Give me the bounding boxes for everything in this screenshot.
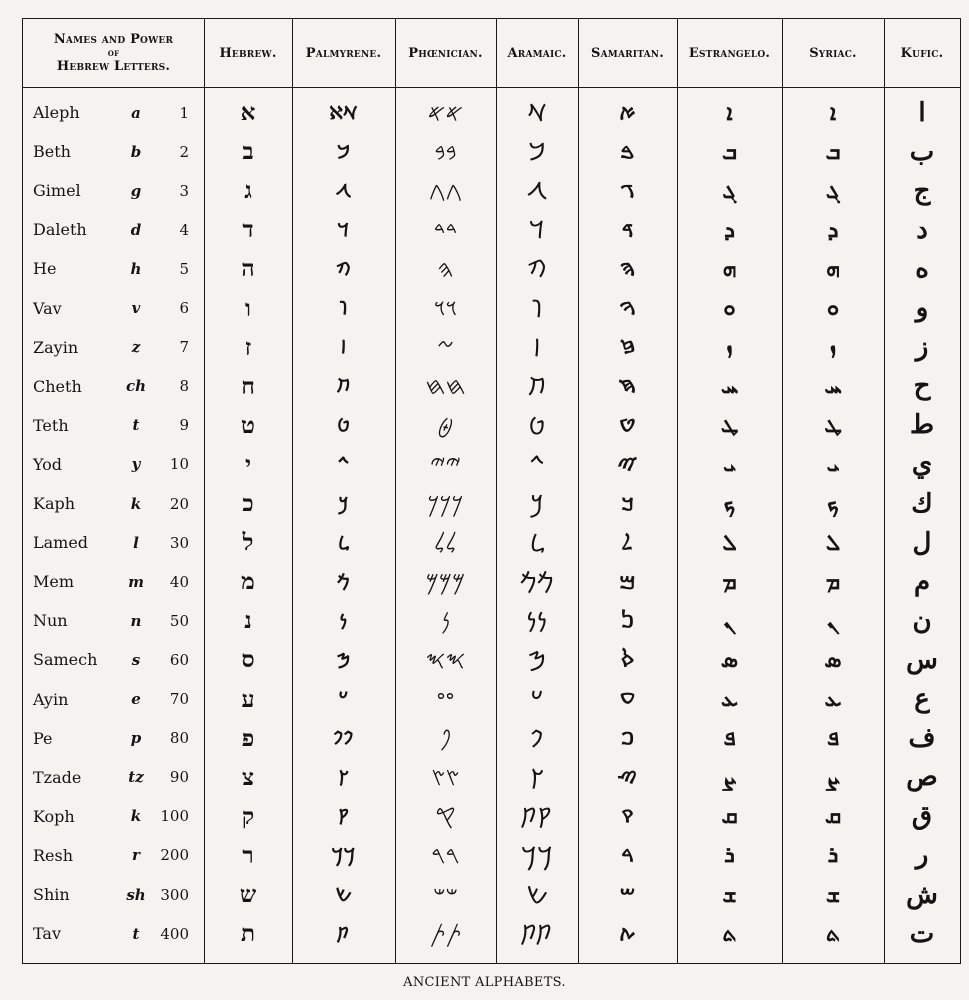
- header-aramaic: Aramaic.: [507, 45, 567, 61]
- cell-power: g: [130, 181, 142, 200]
- cell-value: 10: [169, 455, 189, 474]
- cell-hebrew: ש: [239, 881, 257, 908]
- cell-hebrew: צ: [241, 763, 255, 791]
- cell-value: 2: [179, 142, 189, 161]
- table-row: [23, 289, 960, 328]
- cell-power: p: [130, 729, 142, 748]
- cell-palmyrene: 𐡅: [339, 298, 348, 319]
- cell-samaritan: ࠋ: [622, 532, 633, 554]
- cell-name: Aleph: [33, 103, 80, 122]
- cell-aramaic: 𐡏: [530, 685, 544, 714]
- table-row: [23, 249, 960, 288]
- cell-estrangelo: ܨ: [722, 764, 737, 791]
- cell-name: Pe: [33, 728, 53, 748]
- cell-name: Resh: [33, 845, 74, 865]
- cell-estrangelo: ܟ: [723, 490, 736, 517]
- cell-name: Lamed: [33, 533, 89, 553]
- cell-hebrew: ת: [240, 920, 256, 948]
- cell-power: a: [131, 103, 141, 122]
- table-row: [23, 914, 960, 953]
- cell-phoenician: 𐤇𐤇: [425, 372, 466, 401]
- cell-power: n: [130, 611, 142, 630]
- cell-hebrew: ל: [242, 529, 254, 557]
- cell-aramaic: 𐡄: [527, 255, 547, 284]
- cell-aramaic: 𐡎: [528, 646, 546, 675]
- cell-aramaic: 𐡑: [529, 763, 545, 792]
- cell-name: Daleth: [33, 220, 87, 240]
- cell-syriac: ܫ: [825, 881, 841, 908]
- cell-samaritan: ࠑ: [617, 767, 638, 789]
- header-names-line1: Names and Power: [53, 31, 174, 47]
- cell-estrangelo: ܠ: [722, 529, 737, 556]
- cell-palmyrene: 𐡑: [338, 767, 349, 789]
- cell-syriac: ܙ: [829, 334, 837, 361]
- cell-value: 50: [169, 611, 189, 630]
- cell-kufic: ز: [915, 332, 929, 363]
- cell-value: 7: [179, 338, 189, 357]
- cell-samaritan: ࠎ: [620, 649, 635, 671]
- header-names-line3: Hebrew Letters.: [56, 58, 171, 74]
- cell-samaritan: ࠔ: [619, 884, 636, 906]
- cell-samaritan: ࠇ: [618, 376, 636, 398]
- cell-value: 4: [179, 220, 189, 239]
- cell-palmyrene: 𐡒: [337, 806, 350, 828]
- cell-estrangelo: ܡ: [722, 568, 737, 595]
- cell-name: Cheth: [33, 376, 82, 396]
- cell-palmyrene: 𐡇: [336, 376, 351, 398]
- cell-aramaic: 𐡓𐡓: [520, 841, 554, 870]
- cell-samaritan: ࠒ: [620, 806, 635, 828]
- cell-name: Shin: [33, 885, 70, 904]
- cell-kufic: ه: [915, 253, 929, 284]
- cell-phoenician: 𐤊𐤊𐤊: [427, 489, 464, 518]
- cell-estrangelo: ܗ: [722, 255, 737, 282]
- cell-hebrew: ד: [242, 216, 254, 244]
- figure-caption: ANCIENT ALPHABETS.: [403, 975, 566, 990]
- table-row: [23, 484, 960, 523]
- cell-syriac: ܕ: [827, 216, 839, 243]
- cell-value: 20: [169, 494, 189, 513]
- table-row: [23, 836, 960, 875]
- cell-phoenician: 𐤌𐤌𐤌: [425, 567, 466, 596]
- header-samaritan: Samaritan.: [591, 45, 664, 61]
- cell-samaritan: ࠆ: [619, 337, 636, 359]
- cell-power: t: [132, 924, 140, 943]
- cell-power: t: [132, 416, 140, 435]
- cell-phoenician: 𐤆: [436, 333, 455, 362]
- cell-value: 8: [179, 377, 189, 396]
- cell-palmyrene: 𐡌: [337, 571, 350, 593]
- cell-estrangelo: ܛ: [720, 412, 739, 439]
- table-row: [23, 132, 960, 171]
- cell-phoenician: 𐤑𐤑: [431, 763, 460, 792]
- cell-samaritan: ࠌ: [619, 571, 636, 593]
- cell-aramaic: 𐡁: [528, 138, 546, 167]
- cell-kufic: ل: [912, 527, 932, 558]
- cell-samaritan: ࠀ: [619, 102, 636, 124]
- cell-hebrew: ב: [242, 138, 254, 166]
- header-hebrew: Hebrew.: [219, 45, 277, 61]
- cell-hebrew: א: [240, 99, 256, 126]
- cell-value: 9: [179, 416, 189, 435]
- cell-power: tz: [128, 768, 144, 787]
- cell-value: 90: [169, 768, 189, 787]
- cell-kufic: ب: [909, 136, 935, 167]
- table-row: [23, 640, 960, 679]
- cell-aramaic: 𐡊: [530, 490, 544, 518]
- cell-phoenician: 𐤄: [437, 254, 454, 283]
- table-row: [23, 719, 960, 758]
- cell-phoenician: 𐤏𐤏: [436, 685, 455, 713]
- table-row: [23, 875, 960, 914]
- cell-palmyrene: 𐡆: [340, 337, 347, 359]
- table-row: [23, 328, 960, 367]
- cell-power: k: [130, 494, 142, 513]
- cell-value: 30: [169, 533, 189, 552]
- table-row: [23, 171, 960, 210]
- cell-value: 60: [169, 650, 189, 669]
- cell-hebrew: ו: [245, 294, 251, 322]
- header-names-and-power: [23, 19, 204, 87]
- header-syriac: Syriac.: [809, 45, 857, 61]
- cell-phoenician: 𐤒: [435, 802, 456, 831]
- cell-estrangelo: ܢ: [723, 607, 736, 634]
- cell-power: l: [133, 533, 139, 552]
- cell-phoenician: 𐤁𐤁: [434, 137, 457, 166]
- cell-power: ch: [125, 377, 147, 396]
- cell-palmyrene: 𐡐𐡐: [333, 728, 354, 750]
- cell-syriac: ܡ: [825, 568, 841, 595]
- cell-estrangelo: ܫ: [722, 881, 737, 908]
- cell-aramaic: 𐡆: [532, 333, 542, 362]
- cell-kufic: د: [916, 214, 928, 245]
- cell-samaritan: ࠍ: [620, 610, 635, 632]
- cell-name: Beth: [33, 142, 71, 162]
- cell-aramaic: 𐡉: [529, 450, 545, 479]
- cell-kufic: ق: [911, 801, 933, 832]
- cell-aramaic: 𐡒𐡕: [521, 802, 553, 831]
- cell-name: Mem: [33, 572, 75, 592]
- table-row: [23, 523, 960, 562]
- cell-power: r: [132, 846, 140, 865]
- table-row: [23, 601, 960, 640]
- cell-kufic: ك: [911, 488, 933, 519]
- cell-value: 70: [169, 690, 189, 708]
- cell-phoenician: 𐤉𐤉: [430, 450, 461, 479]
- cell-phoenician: 𐤕𐤕: [429, 919, 462, 948]
- cell-estrangelo: ܪ: [724, 842, 735, 869]
- cell-hebrew: ח: [241, 372, 255, 400]
- cell-kufic: ا: [918, 97, 926, 128]
- cell-hebrew: ט: [241, 411, 255, 439]
- header-names-line2: of: [107, 47, 120, 59]
- cell-palmyrene: 𐡈: [337, 415, 350, 437]
- cell-hebrew: ז: [244, 333, 252, 361]
- cell-estrangelo: ܬ: [722, 920, 737, 947]
- cell-estrangelo: ܚ: [720, 373, 739, 400]
- cell-syriac: ܠ: [825, 529, 841, 556]
- cell-value: 100: [160, 807, 189, 826]
- cell-aramaic: 𐡃: [529, 216, 545, 245]
- cell-power: s: [131, 650, 141, 669]
- cell-value: 1: [179, 103, 189, 122]
- cell-name: Ayin: [33, 689, 69, 709]
- cell-name: He: [33, 259, 57, 279]
- cell-aramaic: 𐡀: [527, 99, 547, 127]
- cell-hebrew: נ: [244, 607, 252, 635]
- cell-phoenician: 𐤀𐤀: [427, 98, 464, 127]
- cell-power: h: [130, 259, 142, 278]
- cell-kufic: ش: [906, 879, 938, 910]
- cell-syriac: ܒ: [825, 138, 841, 165]
- cell-estrangelo: ܒ: [721, 138, 737, 165]
- cell-syriac: ܗ: [826, 255, 840, 282]
- cell-palmyrene: 𐡎: [336, 649, 351, 671]
- cell-kufic: ح: [913, 371, 931, 402]
- cell-samaritan: ࠃ: [621, 219, 634, 241]
- cell-kufic: ر: [915, 840, 929, 871]
- cell-kufic: ج: [913, 175, 931, 206]
- cell-power: sh: [126, 885, 146, 904]
- cell-estrangelo: ܩ: [721, 803, 738, 830]
- table-row: [23, 562, 960, 601]
- header-palmyrene: Palmyrene.: [305, 45, 382, 61]
- cell-samaritan: ࠓ: [621, 845, 634, 867]
- cell-name: Gimel: [33, 181, 81, 201]
- cell-phoenician: 𐤓𐤓: [431, 841, 460, 870]
- cell-aramaic: 𐡍𐡍: [526, 607, 548, 636]
- cell-kufic: ف: [908, 723, 936, 754]
- cell-aramaic: 𐡕𐡕: [521, 920, 553, 949]
- cell-samaritan: ࠈ: [618, 415, 637, 437]
- cell-samaritan: ࠊ: [620, 493, 635, 515]
- cell-palmyrene: 𐡏: [338, 689, 349, 710]
- cell-phoenician: 𐤂𐤂: [428, 176, 463, 205]
- cell-palmyrene: 𐡃: [337, 219, 350, 241]
- cell-samaritan: ࠕ: [619, 923, 636, 945]
- cell-power: v: [131, 299, 141, 317]
- cell-aramaic: 𐡇: [528, 372, 546, 401]
- cell-estrangelo: ܣ: [720, 646, 739, 673]
- table-row: [23, 680, 960, 719]
- cell-kufic: ص: [906, 762, 938, 793]
- cell-samaritan: ࠅ: [619, 298, 636, 319]
- table-row: [23, 445, 960, 484]
- cell-power: d: [130, 220, 142, 239]
- cell-hebrew: ג: [244, 177, 252, 205]
- cell-phoenician: 𐤔𐤔: [433, 880, 458, 909]
- table-row: [23, 797, 960, 836]
- cell-syriac: ܣ: [824, 646, 842, 673]
- cell-hebrew: ע: [241, 685, 255, 713]
- cell-kufic: ت: [909, 918, 935, 949]
- table-row: [23, 210, 960, 249]
- cell-name: Kaph: [33, 494, 76, 513]
- cell-kufic: ع: [914, 684, 930, 714]
- cell-aramaic: 𐡂: [527, 177, 547, 206]
- cell-palmyrene: 𐡍: [339, 610, 348, 632]
- cell-hebrew: ר: [242, 841, 254, 869]
- cell-syriac: ܪ: [827, 842, 839, 869]
- cell-name: Vav: [33, 298, 62, 318]
- cell-syriac: ܛ: [824, 412, 842, 439]
- table-row: [23, 93, 960, 132]
- cell-estrangelo: ܥ: [721, 686, 738, 712]
- cell-syriac: ܘ: [826, 295, 840, 321]
- cell-syriac: ܓ: [825, 177, 841, 204]
- cell-name: Samech: [33, 650, 98, 670]
- cell-estrangelo: ܓ: [722, 177, 737, 204]
- cell-value: 6: [179, 299, 189, 317]
- table-row: [23, 406, 960, 445]
- cell-phoenician: 𐤅𐤅: [433, 294, 458, 322]
- header-estrangelo: Estrangelo.: [688, 45, 771, 61]
- cell-estrangelo: ܦ: [723, 725, 736, 752]
- cell-power: y: [131, 455, 141, 474]
- cell-hebrew: ק: [241, 802, 255, 830]
- cell-aramaic: 𐡅: [531, 294, 543, 323]
- cell-estrangelo: ܙ: [726, 334, 733, 361]
- cell-phoenician: 𐤎𐤎: [425, 645, 466, 674]
- cell-samaritan: ࠐ: [620, 728, 635, 750]
- cell-hebrew: ס: [241, 646, 255, 674]
- cell-samaritan: ࠏ: [619, 689, 636, 710]
- cell-name: Nun: [33, 611, 68, 631]
- cell-value: 80: [169, 729, 189, 748]
- cell-aramaic: 𐡐: [530, 724, 544, 753]
- cell-estrangelo: ܘ: [723, 295, 736, 321]
- cell-hebrew: כ: [242, 490, 254, 517]
- cell-hebrew: ה: [241, 255, 255, 283]
- alphabet-table: [22, 18, 961, 964]
- cell-estrangelo: ܕ: [724, 216, 735, 243]
- cell-syriac: ܐ: [829, 99, 837, 126]
- cell-estrangelo: ܐ: [726, 99, 733, 126]
- cell-estrangelo: ܝ: [723, 451, 736, 478]
- cell-phoenician: 𐤋𐤋: [434, 528, 457, 557]
- cell-palmyrene: 𐡁: [336, 141, 351, 163]
- header-divider: [23, 87, 960, 88]
- cell-kufic: م: [913, 566, 931, 597]
- cell-syriac: ܢ: [826, 607, 839, 634]
- cell-power: z: [131, 338, 141, 357]
- cell-hebrew: פ: [241, 724, 255, 752]
- cell-syriac: ܩ: [824, 803, 842, 830]
- header-phoenician: Phœnician.: [408, 45, 483, 61]
- cell-power: m: [128, 572, 144, 591]
- cell-syriac: ܬ: [825, 920, 841, 947]
- cell-kufic: ن: [912, 605, 932, 636]
- cell-aramaic: 𐡔: [526, 881, 548, 909]
- cell-power: e: [131, 690, 141, 708]
- cell-syriac: ܟ: [827, 490, 839, 517]
- cell-syriac: ܨ: [826, 764, 840, 791]
- cell-hebrew: מ: [241, 568, 255, 596]
- cell-syriac: ܝ: [826, 451, 840, 478]
- cell-kufic: ي: [911, 449, 933, 480]
- cell-value: 300: [160, 885, 189, 904]
- cell-palmyrene: 𐡋: [338, 532, 349, 554]
- cell-value: 3: [179, 181, 189, 200]
- cell-palmyrene: 𐡊: [338, 493, 349, 515]
- cell-samaritan: ࠁ: [620, 141, 635, 163]
- cell-value: 200: [160, 846, 189, 865]
- cell-aramaic: 𐡌𐡌: [519, 568, 555, 597]
- cell-syriac: ܚ: [824, 373, 842, 400]
- cell-name: Zayin: [33, 337, 79, 357]
- cell-palmyrene: 𐡔: [335, 884, 352, 906]
- cell-palmyrene: 𐡉: [337, 454, 350, 476]
- cell-name: Teth: [33, 415, 69, 435]
- cell-aramaic: 𐡋: [529, 529, 545, 558]
- cell-aramaic: 𐡈: [528, 411, 546, 440]
- cell-name: Tzade: [33, 767, 82, 787]
- cell-kufic: ط: [909, 410, 935, 441]
- cell-phoenician: 𐤍: [440, 606, 451, 635]
- table-row: [23, 367, 960, 406]
- cell-palmyrene: ℵ𐡀: [329, 102, 358, 124]
- cell-palmyrene: 𐡕: [337, 923, 350, 945]
- header-kufic: Kufic.: [900, 45, 944, 61]
- cell-palmyrene: 𐡓𐡓: [331, 845, 356, 867]
- cell-power: k: [130, 807, 142, 826]
- cell-value: 40: [169, 572, 189, 591]
- cell-power: b: [130, 142, 142, 161]
- cell-samaritan: ࠂ: [620, 180, 635, 202]
- cell-syriac: ܥ: [824, 686, 842, 712]
- cell-value: 5: [179, 259, 189, 278]
- cell-value: 400: [160, 924, 189, 943]
- cell-name: Tav: [33, 924, 62, 944]
- cell-palmyrene: 𐡄: [336, 258, 351, 280]
- cell-kufic: س: [906, 644, 938, 675]
- cell-kufic: و: [915, 293, 929, 323]
- cell-phoenician: 𐤃𐤃: [433, 215, 458, 244]
- table-row: [23, 758, 960, 797]
- cell-phoenician: 𐤈: [437, 411, 454, 440]
- cell-phoenician: 𐤐: [439, 724, 452, 753]
- cell-samaritan: ࠉ: [617, 454, 638, 476]
- cell-hebrew: י: [244, 450, 252, 478]
- cell-name: Yod: [33, 454, 63, 474]
- cell-syriac: ܦ: [826, 725, 840, 752]
- cell-name: Koph: [33, 806, 75, 826]
- cell-palmyrene: 𐡂: [336, 180, 351, 202]
- cell-samaritan: ࠄ: [619, 258, 636, 280]
